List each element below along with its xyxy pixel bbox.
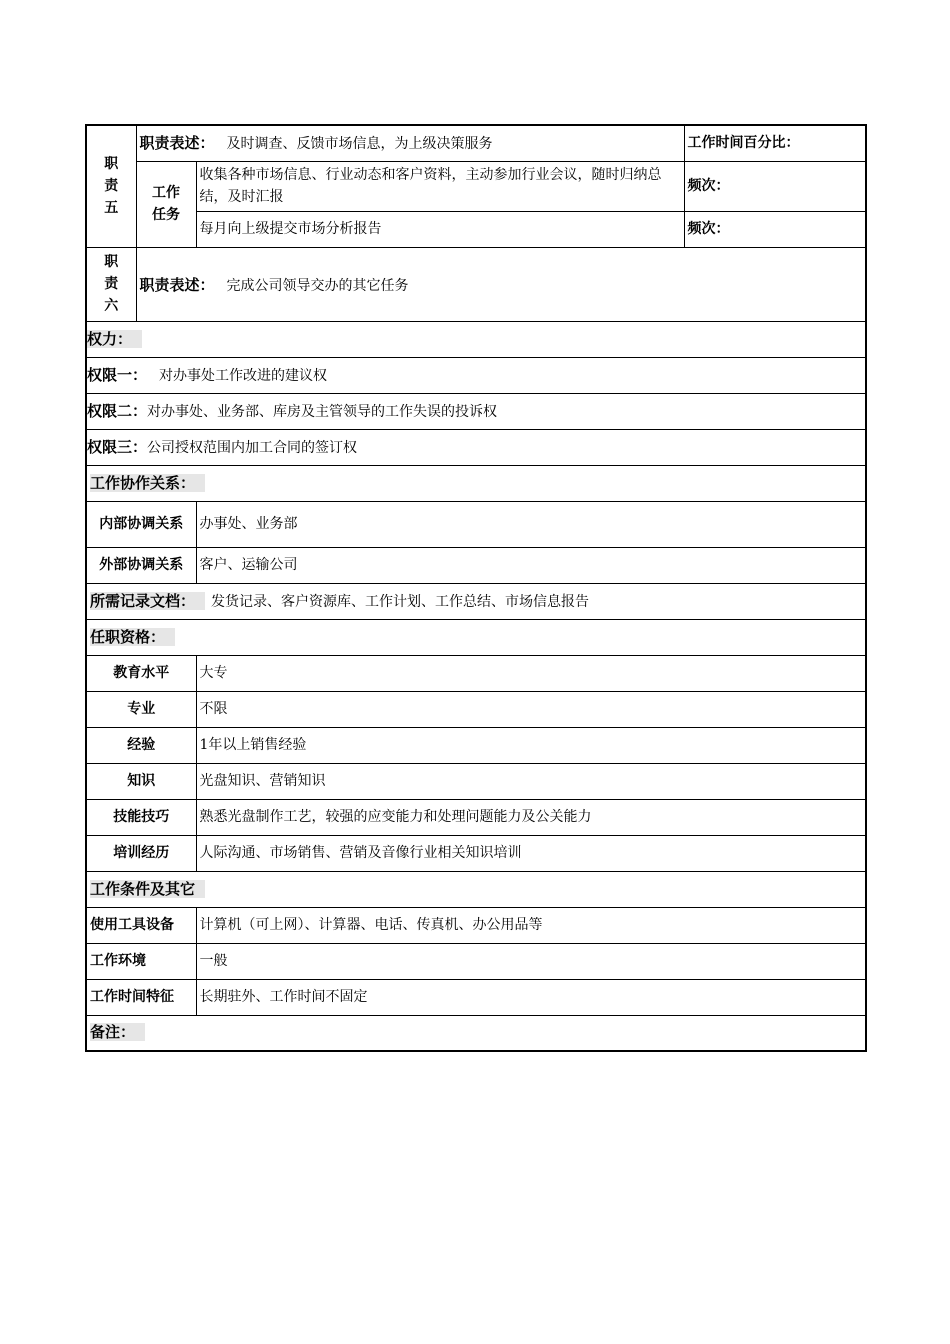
duty5-time-percent: 工作时间百分比： (684, 125, 866, 161)
duty5-desc-label: 职责表述： (139, 133, 215, 152)
duty5-task-text: 工作 任务 (152, 185, 180, 223)
notes-row (86, 1015, 866, 1051)
coop-section-header (86, 465, 866, 501)
qual-label-knowledge: 知识 (86, 763, 196, 799)
records-label: 所需记录文档： (90, 592, 205, 610)
coop-internal-value: 办事处、业务部 (196, 501, 866, 547)
records-row (86, 583, 866, 619)
cond-section-header (86, 871, 866, 907)
notes-title: 备注： (90, 1023, 145, 1041)
qual-value-knowledge: 光盘知识、营销知识 (196, 763, 866, 799)
power-title: 权力： (87, 330, 142, 348)
power-item-1-label: 权限一： (87, 365, 148, 384)
coop-external-value: 客户、运输公司 (196, 547, 866, 583)
cond-label-tools: 使用工具设备 (86, 907, 196, 943)
qual-value-skills: 熟悉光盘制作工艺，较强的应变能力和处理问题能力及公关能力 (196, 799, 866, 835)
power-item-2-label: 权限二： (87, 401, 148, 420)
qual-label-education: 教育水平 (86, 655, 196, 691)
qual-title: 任职资格： (90, 628, 175, 646)
duty5-task-1: 收集各种市场信息、行业动态和客户资料，主动参加行业会议，随时归纳总结，及时汇报 (196, 161, 684, 211)
power-item-3 (86, 429, 866, 465)
qual-label-training: 培训经历 (86, 835, 196, 871)
qual-label-experience: 经验 (86, 727, 196, 763)
duty5-desc-text: 及时调查、反馈市场信息，为上级决策服务 (226, 135, 493, 152)
qual-value-training: 人际沟通、市场销售、营销及音像行业相关知识培训 (196, 835, 866, 871)
records-value: 发货记录、客户资源库、工作计划、工作总结、市场信息报告 (211, 593, 590, 610)
duty6-desc-label: 职责表述： (139, 275, 215, 294)
cond-value-tools: 计算机（可上网）、计算器、电话、传真机、办公用品等 (196, 907, 866, 943)
power-item-2 (86, 393, 866, 429)
qual-value-education: 大专 (196, 655, 866, 691)
job-description-sheet (85, 124, 865, 1052)
coop-external-label: 外部协调关系 (86, 547, 196, 583)
duty6-side-label (86, 247, 136, 321)
power-item-3-label: 权限三： (87, 437, 148, 456)
qual-section-header (86, 619, 866, 655)
coop-internal-label: 内部协调关系 (86, 501, 196, 547)
cond-label-hours: 工作时间特征 (86, 979, 196, 1015)
duty6-description (136, 247, 866, 321)
qual-value-major: 不限 (196, 691, 866, 727)
duty6-side-text: 职 责 六 (104, 254, 119, 314)
duty5-task-1-freq: 频次： (684, 161, 866, 211)
power-item-3-text: 公司授权范围内加工合同的签订权 (147, 439, 358, 456)
cond-value-environment: 一般 (196, 943, 866, 979)
qual-label-skills: 技能技巧 (86, 799, 196, 835)
cond-title: 工作条件及其它 (90, 880, 205, 898)
power-item-1 (86, 357, 866, 393)
duty5-task-2: 每月向上级提交市场分析报告 (196, 211, 684, 247)
duty5-task-label (136, 161, 196, 247)
power-section-header (86, 321, 866, 357)
duty5-side-label (86, 125, 136, 247)
duty5-description (136, 125, 684, 161)
duty5-side-text: 职 责 五 (104, 156, 119, 217)
cond-value-hours: 长期驻外、工作时间不固定 (196, 979, 866, 1015)
qual-value-experience: 1年以上销售经验 (196, 727, 866, 763)
coop-title: 工作协作关系： (90, 474, 205, 492)
qual-label-major: 专业 (86, 691, 196, 727)
duty5-task-2-freq: 频次： (684, 211, 866, 247)
cond-label-environment: 工作环境 (86, 943, 196, 979)
power-item-1-text: 对办事处工作改进的建议权 (159, 367, 328, 384)
power-item-2-text: 对办事处、业务部、库房及主管领导的工作失误的投诉权 (147, 403, 498, 420)
duty6-desc-text: 完成公司领导交办的其它任务 (226, 277, 409, 294)
job-table (85, 124, 867, 1052)
